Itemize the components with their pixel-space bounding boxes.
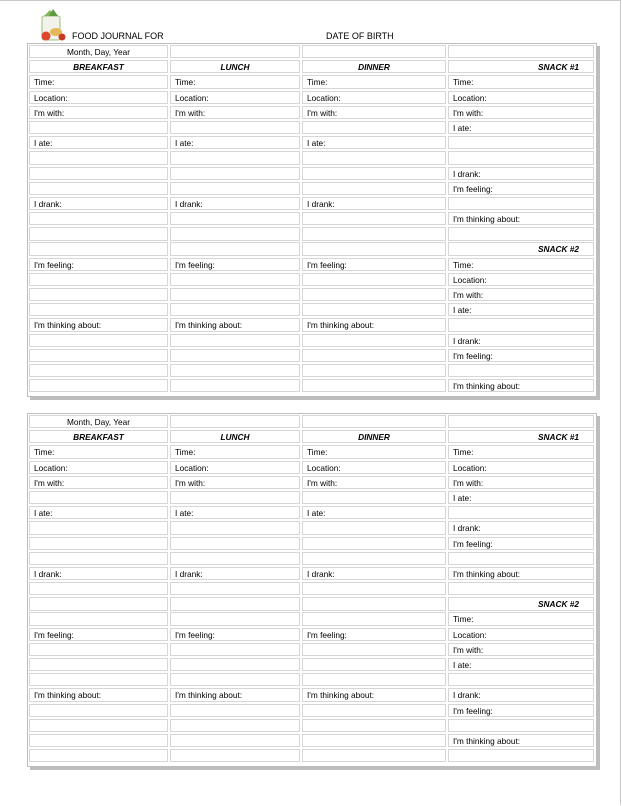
lunch-column <box>170 45 300 394</box>
blank-line[interactable] <box>448 719 594 732</box>
with-field[interactable]: I'm with: <box>448 106 594 119</box>
blank-line[interactable] <box>302 597 446 610</box>
blank-line[interactable] <box>302 227 446 240</box>
ate-field[interactable]: I ate: <box>448 658 594 671</box>
thinking-field[interactable]: I'm thinking about: <box>448 379 594 392</box>
feeling-field[interactable]: I'm feeling: <box>302 628 446 641</box>
location-field[interactable]: Location: <box>170 91 300 104</box>
blank-line[interactable] <box>29 379 168 392</box>
blank-line[interactable] <box>302 734 446 747</box>
location-field[interactable]: Location: <box>302 461 446 474</box>
journal-day-1 <box>27 43 597 397</box>
blank-line[interactable] <box>170 349 300 362</box>
blank-line[interactable] <box>29 719 168 732</box>
blank-line[interactable] <box>29 364 168 377</box>
blank-line[interactable] <box>302 537 446 550</box>
blank-line[interactable] <box>170 552 300 565</box>
blank-line[interactable] <box>170 303 300 316</box>
blank-line[interactable] <box>170 749 300 762</box>
blank-line[interactable] <box>448 318 594 331</box>
blank-line[interactable] <box>302 364 446 377</box>
blank-line[interactable] <box>29 658 168 671</box>
grocery-bag-icon <box>36 8 68 42</box>
blank-line[interactable] <box>29 151 168 164</box>
journal-header <box>36 6 596 42</box>
time-field[interactable]: Time: <box>448 612 594 625</box>
blank-line[interactable] <box>170 45 300 58</box>
blank-line[interactable] <box>170 704 300 717</box>
blank-line[interactable] <box>170 597 300 610</box>
blank-line[interactable] <box>29 242 168 255</box>
date-field[interactable]: Month, Day, Year <box>29 415 168 428</box>
lunch-heading: LUNCH <box>170 60 300 73</box>
drank-field[interactable]: I drank: <box>448 521 594 534</box>
blank-line[interactable] <box>170 415 300 428</box>
with-field[interactable]: I'm with: <box>29 476 168 489</box>
blank-line[interactable] <box>170 658 300 671</box>
blank-line[interactable] <box>29 182 168 195</box>
time-field[interactable]: Time: <box>448 258 594 271</box>
blank-line[interactable] <box>29 273 168 286</box>
blank-line[interactable] <box>170 273 300 286</box>
drank-field[interactable]: I drank: <box>302 197 446 210</box>
blank-line[interactable] <box>448 364 594 377</box>
blank-line[interactable] <box>170 288 300 301</box>
blank-line[interactable] <box>302 151 446 164</box>
feeling-field[interactable]: I'm feeling: <box>448 704 594 717</box>
blank-line[interactable] <box>29 552 168 565</box>
location-field[interactable]: Location: <box>448 91 594 104</box>
blank-line[interactable] <box>448 197 594 210</box>
drank-field[interactable]: I drank: <box>448 334 594 347</box>
time-field[interactable]: Time: <box>170 75 300 88</box>
snack1-heading: SNACK #1 <box>448 430 594 443</box>
blank-line[interactable] <box>29 734 168 747</box>
blank-line[interactable] <box>29 597 168 610</box>
blank-line[interactable] <box>302 704 446 717</box>
dinner-heading: DINNER <box>302 60 446 73</box>
snack-column <box>448 45 594 394</box>
location-field[interactable]: Location: <box>448 273 594 286</box>
blank-line[interactable] <box>170 212 300 225</box>
feeling-field[interactable]: I'm feeling: <box>29 258 168 271</box>
thinking-field[interactable]: I'm thinking about: <box>448 734 594 747</box>
blank-line[interactable] <box>302 303 446 316</box>
time-field[interactable]: Time: <box>448 75 594 88</box>
blank-line[interactable] <box>29 643 168 656</box>
blank-line[interactable] <box>302 612 446 625</box>
blank-line[interactable] <box>448 552 594 565</box>
blank-line[interactable] <box>170 582 300 595</box>
blank-line[interactable] <box>448 136 594 149</box>
blank-line[interactable] <box>302 273 446 286</box>
with-field[interactable]: I'm with: <box>302 106 446 119</box>
ate-field[interactable]: I ate: <box>448 303 594 316</box>
feeling-field[interactable]: I'm feeling: <box>170 628 300 641</box>
blank-line[interactable] <box>302 212 446 225</box>
blank-line[interactable] <box>29 288 168 301</box>
blank-line[interactable] <box>302 491 446 504</box>
blank-line[interactable] <box>170 643 300 656</box>
blank-line[interactable] <box>302 673 446 686</box>
blank-line[interactable] <box>302 552 446 565</box>
feeling-field[interactable]: I'm feeling: <box>448 182 594 195</box>
blank-line[interactable] <box>302 582 446 595</box>
time-field[interactable]: Time: <box>302 75 446 88</box>
blank-line[interactable] <box>170 121 300 134</box>
ate-field[interactable]: I ate: <box>448 491 594 504</box>
with-field[interactable]: I'm with: <box>302 476 446 489</box>
blank-line[interactable] <box>170 242 300 255</box>
date-field[interactable]: Month, Day, Year <box>29 45 168 58</box>
blank-line[interactable] <box>302 415 446 428</box>
with-field[interactable]: I'm with: <box>448 643 594 656</box>
time-field[interactable]: Time: <box>170 445 300 458</box>
blank-line[interactable] <box>29 334 168 347</box>
drank-field[interactable]: I drank: <box>448 688 594 701</box>
blank-line[interactable] <box>302 334 446 347</box>
ate-field[interactable]: I ate: <box>29 506 168 519</box>
ate-field[interactable]: I ate: <box>302 136 446 149</box>
drank-field[interactable]: I drank: <box>302 567 446 580</box>
with-field[interactable]: I'm with: <box>29 106 168 119</box>
blank-line[interactable] <box>29 227 168 240</box>
lunch-heading: LUNCH <box>170 430 300 443</box>
blank-line[interactable] <box>170 167 300 180</box>
time-field[interactable]: Time: <box>29 75 168 88</box>
blank-line[interactable] <box>29 212 168 225</box>
blank-line[interactable] <box>29 491 168 504</box>
blank-line[interactable] <box>302 288 446 301</box>
blank-line[interactable] <box>170 379 300 392</box>
blank-line[interactable] <box>302 643 446 656</box>
blank-line[interactable] <box>302 167 446 180</box>
blank-line[interactable] <box>448 749 594 762</box>
blank-line[interactable] <box>29 521 168 534</box>
location-field[interactable]: Location: <box>448 461 594 474</box>
thinking-field[interactable]: I'm thinking about: <box>29 688 168 701</box>
lunch-column <box>170 415 300 764</box>
drank-field[interactable]: I drank: <box>29 567 168 580</box>
breakfast-heading: BREAKFAST <box>29 60 168 73</box>
blank-line[interactable] <box>448 151 594 164</box>
blank-line[interactable] <box>29 612 168 625</box>
blank-line[interactable] <box>170 521 300 534</box>
blank-line[interactable] <box>29 349 168 362</box>
ate-field[interactable]: I ate: <box>29 136 168 149</box>
blank-line[interactable] <box>170 537 300 550</box>
blank-line[interactable] <box>29 582 168 595</box>
with-field[interactable]: I'm with: <box>170 476 300 489</box>
blank-line[interactable] <box>302 121 446 134</box>
blank-line[interactable] <box>170 673 300 686</box>
blank-line[interactable] <box>170 151 300 164</box>
drank-field[interactable]: I drank: <box>448 167 594 180</box>
snack2-heading: SNACK #2 <box>448 242 594 255</box>
blank-line[interactable] <box>302 719 446 732</box>
blank-line[interactable] <box>170 334 300 347</box>
dinner-column <box>302 415 446 764</box>
with-field[interactable]: I'm with: <box>448 288 594 301</box>
breakfast-heading: BREAKFAST <box>29 430 168 443</box>
dob-label: DATE OF BIRTH <box>326 31 394 41</box>
blank-line[interactable] <box>302 658 446 671</box>
drank-field[interactable]: I drank: <box>29 197 168 210</box>
blank-line[interactable] <box>29 537 168 550</box>
dinner-heading: DINNER <box>302 430 446 443</box>
blank-line[interactable] <box>170 227 300 240</box>
snack2-heading: SNACK #2 <box>448 597 594 610</box>
blank-line[interactable] <box>448 227 594 240</box>
blank-line[interactable] <box>302 521 446 534</box>
breakfast-column <box>29 45 168 394</box>
ate-field[interactable]: I ate: <box>448 121 594 134</box>
blank-line[interactable] <box>302 242 446 255</box>
location-field[interactable]: Location: <box>448 628 594 641</box>
blank-line[interactable] <box>448 506 594 519</box>
blank-line[interactable] <box>170 491 300 504</box>
feeling-field[interactable]: I'm feeling: <box>170 258 300 271</box>
blank-line[interactable] <box>29 673 168 686</box>
feeling-field[interactable]: I'm feeling: <box>302 258 446 271</box>
time-field[interactable]: Time: <box>302 445 446 458</box>
blank-line[interactable] <box>29 704 168 717</box>
blank-line[interactable] <box>170 612 300 625</box>
blank-line[interactable] <box>170 719 300 732</box>
blank-line[interactable] <box>302 182 446 195</box>
snack-column <box>448 415 594 764</box>
location-field[interactable]: Location: <box>29 461 168 474</box>
blank-line[interactable] <box>448 673 594 686</box>
thinking-field[interactable]: I'm thinking about: <box>29 318 168 331</box>
breakfast-column <box>29 415 168 764</box>
time-field[interactable]: Time: <box>448 445 594 458</box>
time-field[interactable]: Time: <box>29 445 168 458</box>
ate-field[interactable]: I ate: <box>170 136 300 149</box>
thinking-field[interactable]: I'm thinking about: <box>448 567 594 580</box>
blank-line[interactable] <box>170 182 300 195</box>
thinking-field[interactable]: I'm thinking about: <box>170 688 300 701</box>
location-field[interactable]: Location: <box>302 91 446 104</box>
blank-line[interactable] <box>448 45 594 58</box>
blank-line[interactable] <box>29 167 168 180</box>
location-field[interactable]: Location: <box>29 91 168 104</box>
journal-for-label: FOOD JOURNAL FOR <box>72 31 164 41</box>
ate-field[interactable]: I ate: <box>170 506 300 519</box>
location-field[interactable]: Location: <box>170 461 300 474</box>
journal-day-2 <box>27 413 597 767</box>
blank-line[interactable] <box>170 734 300 747</box>
blank-line[interactable] <box>302 749 446 762</box>
blank-line[interactable] <box>302 45 446 58</box>
ate-field[interactable]: I ate: <box>302 506 446 519</box>
thinking-field[interactable]: I'm thinking about: <box>170 318 300 331</box>
blank-line[interactable] <box>302 379 446 392</box>
thinking-field[interactable]: I'm thinking about: <box>302 688 446 701</box>
feeling-field[interactable]: I'm feeling: <box>448 537 594 550</box>
thinking-field[interactable]: I'm thinking about: <box>302 318 446 331</box>
with-field[interactable]: I'm with: <box>448 476 594 489</box>
dinner-column <box>302 45 446 394</box>
blank-line[interactable] <box>302 349 446 362</box>
feeling-field[interactable]: I'm feeling: <box>448 349 594 362</box>
drank-field[interactable]: I drank: <box>170 567 300 580</box>
blank-line[interactable] <box>448 582 594 595</box>
thinking-field[interactable]: I'm thinking about: <box>448 212 594 225</box>
snack1-heading: SNACK #1 <box>448 60 594 73</box>
blank-line[interactable] <box>170 364 300 377</box>
with-field[interactable]: I'm with: <box>170 106 300 119</box>
blank-line[interactable] <box>29 749 168 762</box>
feeling-field[interactable]: I'm feeling: <box>29 628 168 641</box>
blank-line[interactable] <box>29 303 168 316</box>
blank-line[interactable] <box>29 121 168 134</box>
drank-field[interactable]: I drank: <box>170 197 300 210</box>
blank-line[interactable] <box>448 415 594 428</box>
